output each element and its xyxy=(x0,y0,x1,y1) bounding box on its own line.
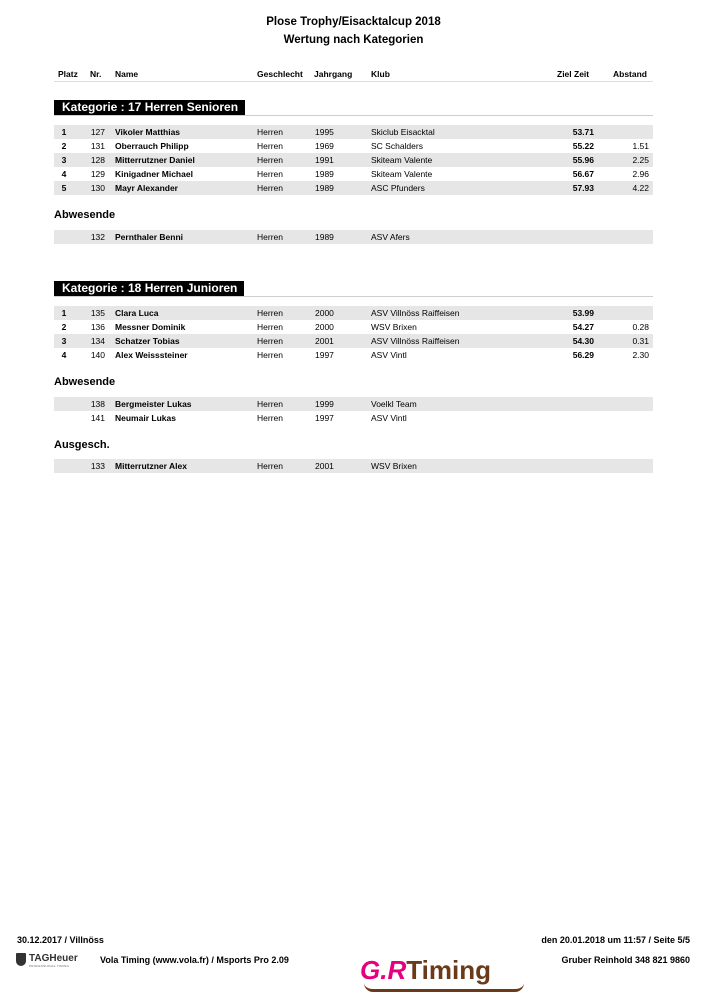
disqualified-section-title: Ausgesch. xyxy=(54,439,110,451)
bib-number-cell: 135 xyxy=(90,308,105,318)
tagheuer-shield-icon xyxy=(16,953,26,966)
page-title: Plose Trophy/Eisacktalcup 2018 xyxy=(266,16,441,28)
birth-year-cell: 1995 xyxy=(315,127,334,137)
finish-time-cell: 54.30 xyxy=(572,336,594,346)
table-row xyxy=(54,181,653,195)
table-row xyxy=(54,153,653,167)
gap-cell: 2.30 xyxy=(632,350,649,360)
bib-number-cell: 129 xyxy=(90,169,105,179)
table-row xyxy=(54,139,653,153)
rank-cell: 4 xyxy=(61,169,67,179)
footer-software: Vola Timing (www.vola.fr) / Msports Pro 2.09 xyxy=(100,955,289,965)
birth-year-cell: 1989 xyxy=(315,232,334,242)
athlete-name-cell: Mayr Alexander xyxy=(115,183,178,193)
athlete-name-cell: Pernthaler Benni xyxy=(115,232,184,242)
col-header-club: Klub xyxy=(371,69,390,79)
birth-year-cell: 1989 xyxy=(315,183,334,193)
gender-cell: Herren xyxy=(257,336,283,346)
athlete-name-cell: Clara Luca xyxy=(115,308,159,318)
col-header-rank: Platz xyxy=(58,69,78,79)
gender-cell: Herren xyxy=(257,413,283,423)
col-header-time: Ziel Zeit xyxy=(557,69,590,79)
page-subtitle: Wertung nach Kategorien xyxy=(283,34,424,46)
absent-section-title: Abwesende xyxy=(54,376,116,388)
club-cell: Skiteam Valente xyxy=(371,155,433,165)
table-row xyxy=(54,397,653,411)
finish-time-cell: 57.93 xyxy=(572,183,594,193)
birth-year-cell: 1999 xyxy=(315,399,334,409)
category-divider xyxy=(54,296,653,297)
gr-logo-suffix: Timing xyxy=(406,955,491,985)
finish-time-cell: 55.96 xyxy=(572,155,594,165)
footer-printed: den 20.01.2018 um 11:57 / Seite 5/5 xyxy=(541,935,690,945)
gender-cell: Herren xyxy=(257,322,283,332)
gr-timing-logo xyxy=(360,953,530,993)
rank-cell: 4 xyxy=(61,350,67,360)
col-header-year: Jahrgang xyxy=(314,69,353,79)
club-cell: ASV Afers xyxy=(371,232,410,242)
category-title: Kategorie : 18 Herren Junioren xyxy=(54,281,244,296)
club-cell: ASV Vintl xyxy=(371,413,407,423)
absent-section-title: Abwesende xyxy=(54,209,116,221)
rank-cell: 2 xyxy=(61,141,67,151)
club-cell: WSV Brixen xyxy=(371,322,417,332)
birth-year-cell: 2001 xyxy=(315,461,334,471)
athlete-name-cell: Neumair Lukas xyxy=(115,413,176,423)
club-cell: Skiteam Valente xyxy=(371,169,433,179)
finish-time-cell: 56.29 xyxy=(572,350,594,360)
bib-number-cell: 141 xyxy=(90,413,105,423)
table-row xyxy=(54,411,653,425)
athlete-name-cell: Mitterrutzner Daniel xyxy=(115,155,195,165)
gap-cell: 2.25 xyxy=(632,155,649,165)
table-row xyxy=(54,125,653,139)
athlete-name-cell: Alex Weisssteiner xyxy=(115,350,188,360)
club-cell: WSV Brixen xyxy=(371,461,417,471)
rank-cell: 5 xyxy=(61,183,67,193)
footer-date-place: 30.12.2017 / Villnöss xyxy=(17,935,104,945)
club-cell: ASV Vintl xyxy=(371,350,407,360)
table-row xyxy=(54,348,653,362)
bib-number-cell: 130 xyxy=(90,183,105,193)
table-row xyxy=(54,230,653,244)
rank-cell: 2 xyxy=(61,322,67,332)
bib-number-cell: 131 xyxy=(90,141,105,151)
athlete-name-cell: Mitterrutzner Alex xyxy=(115,461,187,471)
birth-year-cell: 2000 xyxy=(315,308,334,318)
gender-cell: Herren xyxy=(257,232,283,242)
footer-contact: Gruber Reinhold 348 821 9860 xyxy=(561,955,690,965)
category-divider xyxy=(54,115,653,116)
gap-cell: 4.22 xyxy=(632,183,649,193)
finish-time-cell: 56.67 xyxy=(572,169,594,179)
bib-number-cell: 128 xyxy=(90,155,105,165)
club-cell: Skiclub Eisacktal xyxy=(371,127,435,137)
col-header-nr: Nr. xyxy=(90,69,102,79)
birth-year-cell: 1997 xyxy=(315,413,334,423)
gap-cell: 2.96 xyxy=(632,169,649,179)
athlete-name-cell: Schatzer Tobias xyxy=(115,336,180,346)
gap-cell: 1.51 xyxy=(632,141,649,151)
gap-cell: 0.31 xyxy=(632,336,649,346)
club-cell: ASV Villnöss Raiffeisen xyxy=(371,308,460,318)
rank-cell: 3 xyxy=(61,336,67,346)
athlete-name-cell: Kinigadner Michael xyxy=(115,169,193,179)
gender-cell: Herren xyxy=(257,308,283,318)
table-row xyxy=(54,320,653,334)
gr-logo-prefix: G.R xyxy=(360,955,407,985)
athlete-name-cell: Oberrauch Philipp xyxy=(115,141,189,151)
rank-cell: 3 xyxy=(61,155,67,165)
athlete-name-cell: Bergmeister Lukas xyxy=(115,399,192,409)
club-cell: SC Schalders xyxy=(371,141,423,151)
table-row xyxy=(54,334,653,348)
birth-year-cell: 1969 xyxy=(315,141,334,151)
header-divider xyxy=(54,81,653,82)
bib-number-cell: 140 xyxy=(90,350,105,360)
rank-cell: 1 xyxy=(61,308,67,318)
bib-number-cell: 132 xyxy=(90,232,105,242)
table-row xyxy=(54,459,653,473)
finish-time-cell: 55.22 xyxy=(572,141,594,151)
gr-swoosh-icon xyxy=(364,983,524,992)
club-cell: ASV Villnöss Raiffeisen xyxy=(371,336,460,346)
birth-year-cell: 2001 xyxy=(315,336,334,346)
birth-year-cell: 1989 xyxy=(315,169,334,179)
gender-cell: Herren xyxy=(257,183,283,193)
club-cell: ASC Pfunders xyxy=(371,183,425,193)
gender-cell: Herren xyxy=(257,399,283,409)
category-title: Kategorie : 17 Herren Senioren xyxy=(54,100,245,115)
birth-year-cell: 1991 xyxy=(315,155,334,165)
gender-cell: Herren xyxy=(257,461,283,471)
athlete-name-cell: Vikoler Matthias xyxy=(115,127,181,137)
gender-cell: Herren xyxy=(257,141,283,151)
bib-number-cell: 133 xyxy=(90,461,105,471)
tagheuer-logo-sub: PROFESSIONAL TIMING xyxy=(29,964,70,968)
club-cell: Voelkl Team xyxy=(371,399,417,409)
birth-year-cell: 1997 xyxy=(315,350,334,360)
col-header-diff: Abstand xyxy=(613,69,647,79)
gender-cell: Herren xyxy=(257,350,283,360)
col-header-gender: Geschlecht xyxy=(257,69,303,79)
gr-timing-logo-text xyxy=(360,953,491,987)
gender-cell: Herren xyxy=(257,155,283,165)
finish-time-cell: 53.71 xyxy=(572,127,594,137)
tagheuer-logo-text: TAGHeuer xyxy=(29,953,78,964)
birth-year-cell: 2000 xyxy=(315,322,334,332)
bib-number-cell: 136 xyxy=(90,322,105,332)
finish-time-cell: 53.99 xyxy=(572,308,594,318)
tagheuer-logo xyxy=(16,953,96,967)
bib-number-cell: 134 xyxy=(90,336,105,346)
bib-number-cell: 138 xyxy=(90,399,105,409)
gap-cell: 0.28 xyxy=(632,322,649,332)
gender-cell: Herren xyxy=(257,127,283,137)
rank-cell: 1 xyxy=(61,127,67,137)
table-row xyxy=(54,167,653,181)
bib-number-cell: 127 xyxy=(90,127,105,137)
gender-cell: Herren xyxy=(257,169,283,179)
athlete-name-cell: Messner Dominik xyxy=(115,322,186,332)
table-row xyxy=(54,306,653,320)
finish-time-cell: 54.27 xyxy=(572,322,594,332)
col-header-name: Name xyxy=(115,69,139,79)
